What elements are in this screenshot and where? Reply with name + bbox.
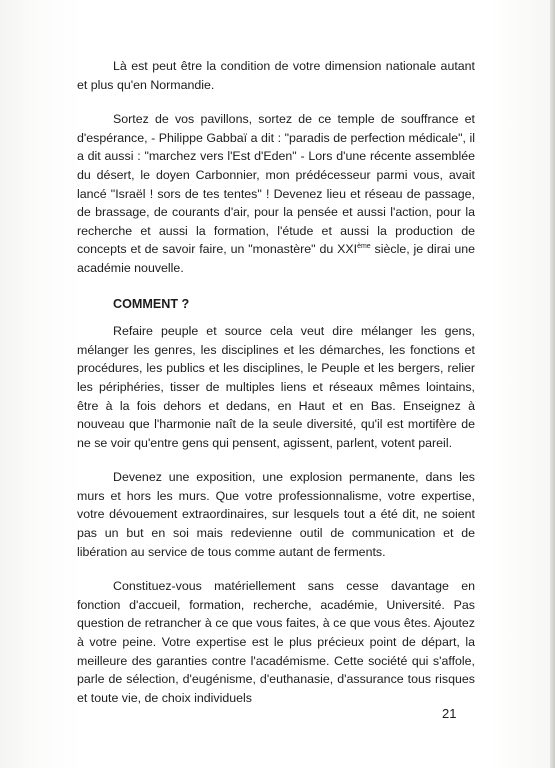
paragraph-2 [77, 110, 475, 277]
paragraph-4: Devenez une exposition, une explosion permanente, dans les murs et hors les murs. Que votre professionnalisme, votre expertise, votre dévouement extraordinaires, sur lesquels tout a été dit, ne soient pas un but en soi mais redevienne outil de communication et de libération au service de tous comme autant de ferments. [77, 470, 475, 559]
century-roman: XXI [337, 242, 358, 257]
century-suffix: ème [357, 243, 371, 251]
page-number: 21 [442, 706, 457, 721]
paragraph-3: Refaire peuple et source cela veut dire mélanger les gens, mélanger les genres, les disciplines et les démarches, les fonctions et procédures, les publics et les disciplines, le Peuple et les bergers, relier les périphéries, tisser de multiples liens et réseaux mêmes lointains, être à la fois dehors et dedans, en Haut et en Bas. Enseignez à nouveau que l'harmonie naît de la seule diversité, qu'il est mortifère de ne se voir qu'entre gens qui pensent, agissent, parlent, votent pareil. [77, 324, 475, 450]
paragraph-2-text: Sortez de vos pavillons, sortez de ce temple de souffrance et d'espérance, - Philippe Gabbaï a dit : "paradis de perfection médicale", il a dit aussi : "marchez vers l'Est d'Eden" - Lors d'une récente assemblée du désert, le doyen Carbonnier, mon prédécesseur parmi vous, avait lancé "Israël ! sors de tes tentes" ! Devenez lieu et réseau de passage, de brassage, de courants d'air, pour la pensée et aussi l'action, pour la recherche et aussi la formation, l'étude et aussi la production de concepts et de savoir faire, un "monastère" du [77, 112, 475, 257]
paragraph-1: Là est peut être la condition de votre dimension nationale autant et plus qu'en Normandie. [77, 59, 475, 92]
paragraph-2-end: siècle, je dirai une académie nouvelle. [77, 242, 475, 275]
section-heading: COMMENT ? [113, 296, 190, 311]
paragraph-5: Constituez-vous matériellement sans cesse davantage en fonction d'accueil, formation, recherche, académie, Université. Pas question de retrancher à ce que vous faites, à ce que vous êtes. Ajoutez à votre peine. Votre expertise est le plus précieux point de départ, la meilleure des garanties contre l'académisme. Cette société qui s'affole, parle de sélection, d'eugénisme, d'euthanasie, d'assurance tous risques et toute vie, de choix individuels [77, 579, 475, 705]
page-edge-shadow [550, 0, 555, 768]
document-body [77, 57, 475, 707]
